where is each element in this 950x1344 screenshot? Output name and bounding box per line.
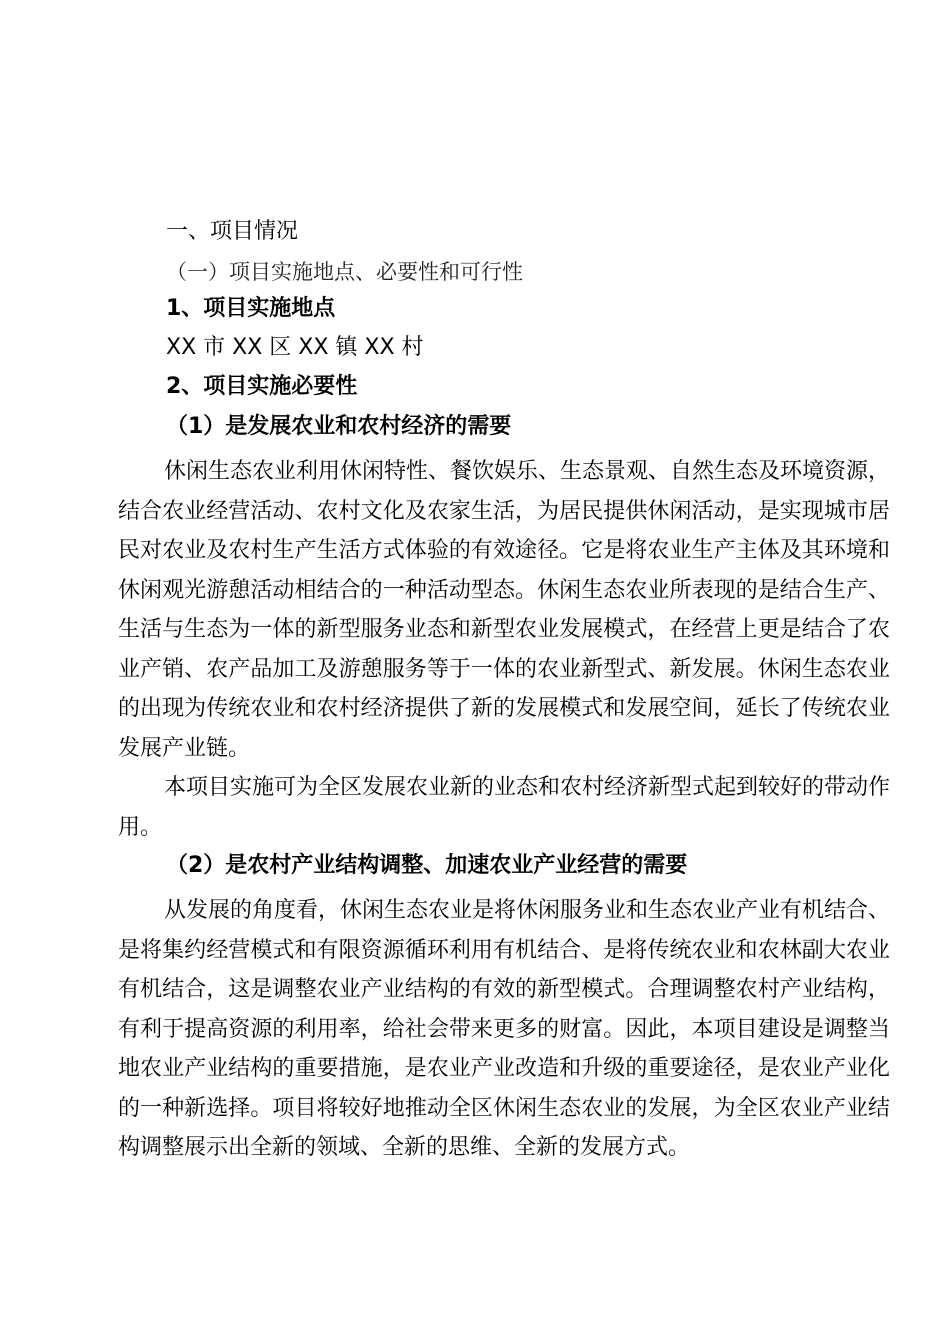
point1-paragraph: 休闲生态农业利用休闲特性、餐饮娱乐、生态景观、自然生态及环境资源，结合农业经营活动、农村文化及农家生活，为居民提供休闲活动，是实现城市居民对农业及农村生产生活方式体验的有效途径。它是将农业生产主体及其环境和休闲观光游憩活动相结合的一种活动型态。休闲生态农业所表现的是结合生产、生活与生态为一体的新型服务业态和新型农业发展模式，在经营上更是结合了农业产销、农产品加工及游憩服务等于一体的农业新型式、新发展。休闲生态农业的出现为传统农业和农村经济提供了新的发展模式和发展空间，延长了传统农业发展产业链。 xyxy=(118,459,891,761)
point2-heading: （2）是农村产业结构调整、加速农业产业经营的需要 xyxy=(166,853,688,878)
subsection-title: （一）项目实施地点、必要性和可行性 xyxy=(166,260,523,284)
point1-heading: （1）是发展农业和农村经济的需要 xyxy=(166,414,512,439)
point1-paragraph: 本项目实施可为全区发展农业新的业态和农村经济新型式起到较好的带动作用。 xyxy=(118,775,891,840)
location-text: XX 市 XX 区 XX 镇 XX 村 xyxy=(166,335,424,360)
section-title: 一、项目情况 xyxy=(166,219,299,244)
item2-heading: 2、项目实施必要性 xyxy=(166,374,358,399)
item1-heading: 1、项目实施地点 xyxy=(166,296,336,321)
point2-paragraph: 从发展的角度看，休闲生态农业是将休闲服务业和生态农业产业有机结合、是将集约经营模式和有限资源循环利用有机结合、是将传统农业和农林副大农业有机结合，这是调整农业产业结构的有效的新型模式。合理调整农村产业结构，有利于提高资源的利用率，给社会带来更多的财富。因此，本项目建设是调整当地农业产业结构的重要措施，是农业产业改造和升级的重要途径，是农业产业化的一种新选择。项目将较好地推动全区休闲生态农业的发展，为全区农业产业结构调整展示出全新的领域、全新的思维、全新的发展方式。 xyxy=(118,898,891,1160)
